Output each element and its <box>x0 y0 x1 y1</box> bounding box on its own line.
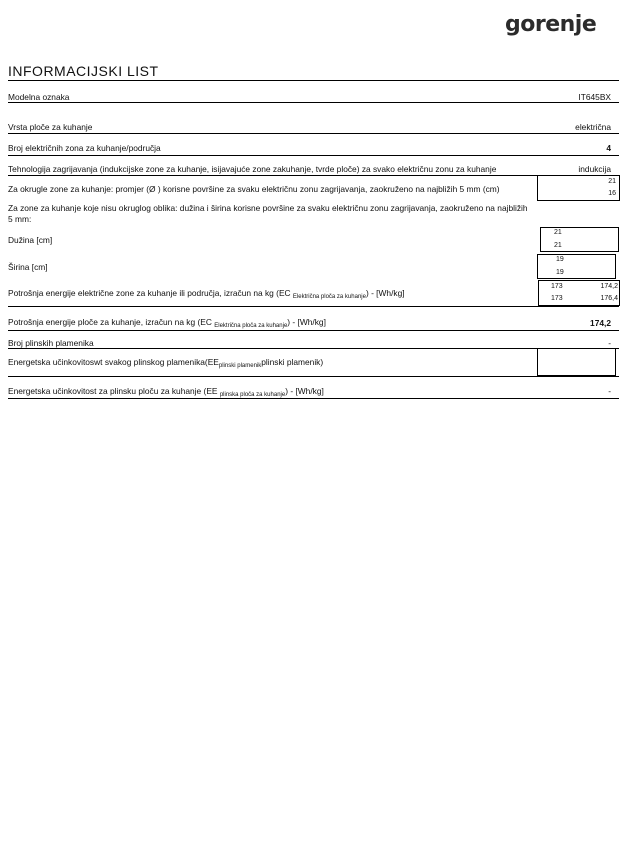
length-box <box>540 227 619 252</box>
length-label: Dužina [cm] <box>8 235 53 245</box>
width-box <box>537 254 616 279</box>
gas-burners-value: - <box>608 338 611 348</box>
divider <box>8 155 619 156</box>
zone-consumption-value: 173 <box>551 295 563 302</box>
brand-logo: gorenje <box>505 12 597 37</box>
divider <box>8 348 619 349</box>
divider <box>8 133 619 134</box>
divider <box>8 102 619 103</box>
width-value: 19 <box>556 269 564 276</box>
divider <box>8 80 619 81</box>
hob-type-label: Vrsta ploče za kuhanje <box>8 122 93 132</box>
gas-hob-efficiency-value: - <box>608 386 611 396</box>
length-value: 21 <box>554 242 562 249</box>
divider <box>8 330 619 331</box>
model-label: Modelna oznaka <box>8 92 70 102</box>
width-value: 19 <box>556 256 564 263</box>
zone-consumption-value: 173 <box>551 283 563 290</box>
zone-consumption-value: 176,4 <box>600 295 618 302</box>
divider <box>8 398 619 399</box>
hob-consumption-label: Potrošnja energije ploče za kuhanje, izračun na kg (EC $_{Električna ploča za kuhanje}$) - [Wh/kg] <box>8 317 326 329</box>
length-value: 21 <box>554 229 562 236</box>
technology-label: Tehnologija zagrijavanja (indukcijske zone za kuhanje, isijavajuće zone zakuhanje, tvrde ploče) za svako električnu zonu za kuhanje <box>8 164 497 174</box>
gas-burner-efficiency-label: Energetska učinkovitoswt svakog plinskog $plamenika(EE_{plinski plamenik}plinski$ plamenik) <box>8 357 324 369</box>
round-zone-diameter: 16 <box>608 190 616 197</box>
zones-count-label: Broj električnih zona za kuhanje/područja <box>8 143 161 153</box>
zones-count-value: 4 <box>606 143 611 153</box>
hob-consumption-value: 174,2 <box>590 318 611 328</box>
round-zone-diameter: 21 <box>608 178 616 185</box>
divider <box>8 376 619 377</box>
divider <box>8 175 619 176</box>
hob-type-value: električna <box>575 122 611 132</box>
page-title: INFORMACIJSKI LIST <box>8 63 159 79</box>
zone-consumption-label: Potrošnja energije električne zone za kuhanje ili područja, izračun na kg (EC $_{Električna ploča za kuhanje}$) - [Wh/kg] <box>8 288 405 300</box>
gas-burners-label: Broj plinskih plamenika <box>8 338 94 348</box>
gas-burner-efficiency-box <box>537 348 616 376</box>
divider <box>8 306 619 307</box>
round-zones-label: Za okrugle zone za kuhanje: promjer (Ø ) korisne površine za svaku električnu zonu zagrijavanja, zaokruženo na najbližih 5 mm (cm) <box>8 184 500 194</box>
technology-value: indukcija <box>578 164 611 174</box>
model-value: IT645BX <box>578 92 611 102</box>
width-label: Širina [cm] <box>8 262 48 272</box>
gas-hob-efficiency-label: Energetska učinkovitost za plinsku ploču za kuhanje (EE $_{plinska ploča za kuhanje}$) - [Wh/kg] <box>8 386 324 398</box>
zone-consumption-value: 174,2 <box>600 283 618 290</box>
non-round-zones-label: Za zone za kuhanje koje nisu okruglog oblika: dužina i širina korisne površine za svaku električnu zonu zagrijavanja, zaokruženo na najbližih 5 mm: <box>8 203 528 224</box>
